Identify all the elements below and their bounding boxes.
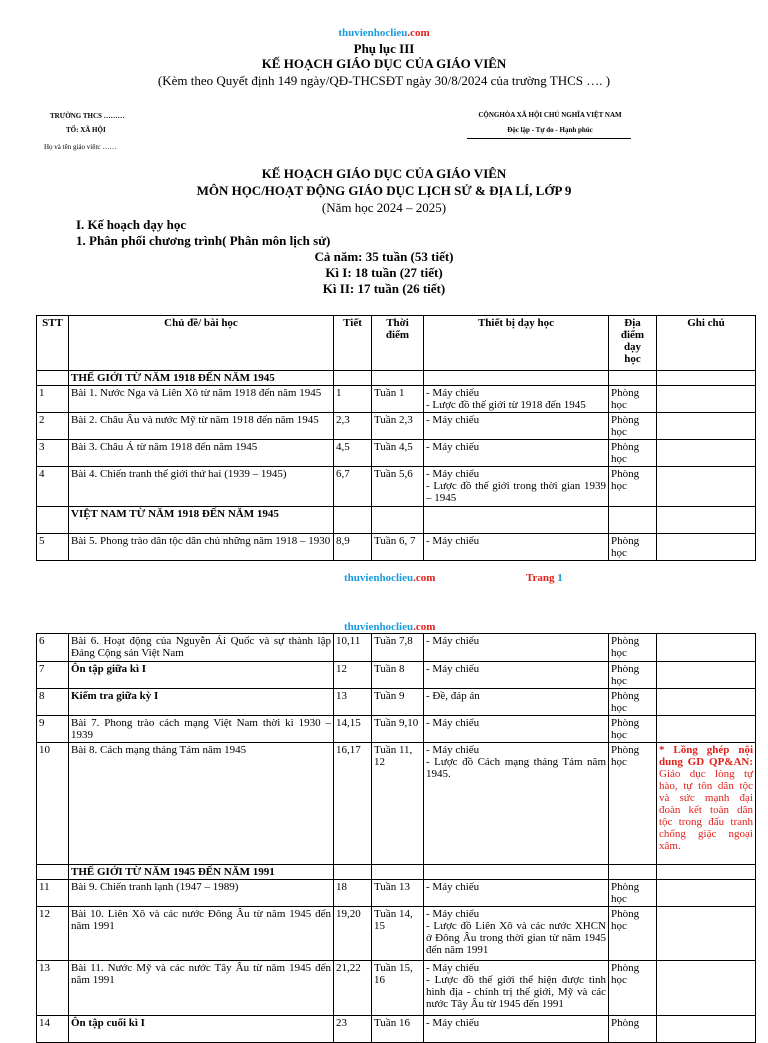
table-row <box>37 716 756 743</box>
note-cell <box>657 413 756 440</box>
section-row <box>37 865 756 880</box>
lesson-cell: Bài 4. Chiến tranh thế giới thứ hai (1939 – 1945) <box>69 467 334 507</box>
note-text: Giáo dục lòng tự hào, tự tôn dân tộc và sức mạnh đại đoàn kết toàn dân tộc trong đấu tranh chống giặc ngoại xâm. <box>659 768 753 852</box>
stt-cell: 7 <box>37 662 69 689</box>
place-cell: Phòng học <box>609 743 657 865</box>
lesson-cell: Bài 1. Nước Nga và Liên Xô từ năm 1918 đến năm 1945 <box>69 386 334 413</box>
lesson-cell: Bài 7. Phong trào cách mạng Việt Nam thời kì 1930 – 1939 <box>69 716 334 743</box>
table-row <box>37 534 756 561</box>
lesson-cell: Bài 10. Liên Xô và các nước Đông Âu từ năm 1945 đến năm 1991 <box>69 907 334 961</box>
stt-cell: 3 <box>37 440 69 467</box>
stt-cell: 14 <box>37 1016 69 1043</box>
equipment-cell: - Máy chiếu <box>424 534 609 561</box>
section-cell <box>372 865 424 880</box>
equipment-cell: - Máy chiếu - Lược đồ thế giới trong thời gian 1939 – 1945 <box>424 467 609 507</box>
place-cell: Phòng <box>609 1016 657 1043</box>
place-cell: Phòng học <box>609 634 657 662</box>
period-cell: 19,20 <box>334 907 372 961</box>
place-cell: Phòng học <box>609 961 657 1016</box>
school-name: TRƯỜNG THCS ……… <box>50 112 125 120</box>
place-cell: Phòng học <box>609 689 657 716</box>
republic-name: CỘNGHÒA XÃ HỘI CHỦ NGHĨA VIỆT NAM <box>478 111 622 119</box>
section-cell <box>657 865 756 880</box>
period-cell: 2,3 <box>334 413 372 440</box>
section-title: THẾ GIỚI TỪ NĂM 1945 ĐẾN NĂM 1991 <box>69 865 334 880</box>
stt-cell: 6 <box>37 634 69 662</box>
time-cell: Tuần 6, 7 <box>372 534 424 561</box>
note-cell <box>657 440 756 467</box>
time-cell: Tuần 15, 16 <box>372 961 424 1016</box>
page-label: Trang <box>526 572 555 584</box>
header-stt: STT <box>37 316 69 371</box>
period-cell: 14,15 <box>334 716 372 743</box>
time-cell: Tuần 13 <box>372 880 424 907</box>
note-cell <box>657 467 756 507</box>
table-row <box>37 689 756 716</box>
table-row <box>37 467 756 507</box>
place-cell: Phòng học <box>609 716 657 743</box>
header-equipment: Thiết bị dạy học <box>424 316 609 371</box>
equipment-cell: - Máy chiếu <box>424 880 609 907</box>
stt-cell: 13 <box>37 961 69 1016</box>
document-title: KẾ HOẠCH GIÁO DỤC CỦA GIÁO VIÊN <box>261 56 507 71</box>
header-lesson: Chủ đề/ bài học <box>69 316 334 371</box>
period-cell: 16,17 <box>334 743 372 865</box>
site-watermark <box>0 27 768 39</box>
site-name: thuvienhoclieu <box>344 572 414 584</box>
time-cell: Tuần 1 <box>372 386 424 413</box>
subsection-heading: 1. Phân phối chương trình( Phân môn lịch sử) <box>76 233 331 248</box>
lesson-cell: Kiểm tra giữa kỳ I <box>69 689 334 716</box>
lesson-cell: Ôn tập giữa kì I <box>69 662 334 689</box>
stt-cell: 2 <box>37 413 69 440</box>
site-name: thuvienhoclieu <box>338 27 408 39</box>
national-motto: Độc lập - Tự do - Hạnh phúc <box>507 126 593 134</box>
time-cell: Tuần 7,8 <box>372 634 424 662</box>
section-cell <box>424 865 609 880</box>
lesson-cell: Bài 3. Châu Á từ năm 1918 đến năm 1945 <box>69 440 334 467</box>
section-title: THẾ GIỚI TỪ NĂM 1918 ĐẾN NĂM 1945 <box>69 371 334 386</box>
section-cell <box>424 371 609 386</box>
section-cell <box>334 865 372 880</box>
section-cell <box>372 507 424 534</box>
term2-weeks: Kì II: 17 tuần (26 tiết) <box>322 281 446 296</box>
equipment-cell: - Máy chiếu - Lược đồ thế giới từ 1918 đến 1945 <box>424 386 609 413</box>
decision-note: (Kèm theo Quyết định 149 ngày/QĐ-THCSĐT ngày 30/8/2024 của trường THCS …. ) <box>157 73 611 88</box>
period-cell: 18 <box>334 880 372 907</box>
term1-weeks: Kì I: 18 tuần (27 tiết) <box>325 265 443 280</box>
table-row <box>37 743 756 865</box>
note-cell <box>657 907 756 961</box>
footer-site <box>344 572 435 584</box>
header-time-line: điểm <box>385 329 410 341</box>
equipment-cell: - Máy chiếu - Lược đồ thế giới thể hiện được tình hình địa - chính trị thế giới, Mỹ và các nước Tây Âu từ 1945 đến 1991 <box>424 961 609 1016</box>
table-row <box>37 961 756 1016</box>
section-cell <box>609 371 657 386</box>
period-cell: 12 <box>334 662 372 689</box>
time-cell: Tuần 5,6 <box>372 467 424 507</box>
stt-cell: 5 <box>37 534 69 561</box>
place-cell: Phòng học <box>609 534 657 561</box>
plan-subject: MÔN HỌC/HOẠT ĐỘNG GIÁO DỤC LỊCH SỬ & ĐỊA LÍ, LỚP 9 <box>196 183 572 198</box>
note-cell <box>657 386 756 413</box>
school-year: (Năm học 2024 – 2025) <box>321 200 447 215</box>
place-cell: Phòng học <box>609 662 657 689</box>
site-domain: .com <box>407 27 430 39</box>
equipment-cell: - Đề, đáp án <box>424 689 609 716</box>
note-cell <box>657 961 756 1016</box>
page-number-value: 1 <box>557 572 563 584</box>
table-row <box>37 440 756 467</box>
lesson-cell: Bài 8. Cách mạng tháng Tám năm 1945 <box>69 743 334 865</box>
table-header-row <box>37 316 756 371</box>
note-cell <box>657 880 756 907</box>
section-row <box>37 507 756 534</box>
place-cell: Phòng học <box>609 386 657 413</box>
place-cell: Phòng học <box>609 907 657 961</box>
time-cell: Tuần 4,5 <box>372 440 424 467</box>
equipment-cell: - Máy chiếu - Lược đồ Cách mạng tháng Tám năm 1945. <box>424 743 609 865</box>
note-emphasis: * Lồng ghép nội dung GD QP&AN: <box>659 744 753 768</box>
section-cell <box>609 507 657 534</box>
appendix-label: Phụ lục III <box>353 41 415 56</box>
motto-underline <box>467 138 631 139</box>
period-cell: 1 <box>334 386 372 413</box>
note-cell <box>657 534 756 561</box>
place-cell: Phòng học <box>609 880 657 907</box>
note-cell <box>657 1016 756 1043</box>
teacher-name: Họ và tên giáo viên: …… <box>44 143 117 151</box>
stt-cell: 1 <box>37 386 69 413</box>
place-cell: Phòng học <box>609 467 657 507</box>
page-number <box>526 572 563 584</box>
time-cell: Tuần 14, 15 <box>372 907 424 961</box>
note-cell <box>657 716 756 743</box>
section-heading: I. Kế hoạch dạy học <box>76 217 187 232</box>
section-cell <box>609 865 657 880</box>
curriculum-table-continued <box>36 633 756 1043</box>
period-cell: 13 <box>334 689 372 716</box>
equipment-cell: - Máy chiếu <box>424 662 609 689</box>
header-note: Ghi chú <box>657 316 756 371</box>
period-cell: 23 <box>334 1016 372 1043</box>
lesson-cell: Ôn tập cuối kì I <box>69 1016 334 1043</box>
time-cell: Tuần 8 <box>372 662 424 689</box>
note-cell <box>657 743 756 865</box>
total-weeks: Cả năm: 35 tuần (53 tiết) <box>314 249 454 264</box>
table-row <box>37 1016 756 1043</box>
section-cell <box>334 371 372 386</box>
stt-cell: 8 <box>37 689 69 716</box>
stt-cell: 9 <box>37 716 69 743</box>
table-row <box>37 413 756 440</box>
header-place-line: dạy <box>623 341 642 353</box>
section-cell <box>372 371 424 386</box>
table-row <box>37 634 756 662</box>
table-row <box>37 907 756 961</box>
period-cell: 4,5 <box>334 440 372 467</box>
group-name: TỔ: XÃ HỘI <box>66 126 106 134</box>
stt-cell: 10 <box>37 743 69 865</box>
table-row <box>37 386 756 413</box>
header-time-line: Thời <box>386 317 409 329</box>
section-row <box>37 371 756 386</box>
page2-site <box>344 621 435 633</box>
plan-title: KẾ HOẠCH GIÁO DỤC CỦA GIÁO VIÊN <box>261 166 507 181</box>
header-place-line: Địa <box>624 317 641 329</box>
section-title: VIỆT NAM TỪ NĂM 1918 ĐẾN NĂM 1945 <box>69 507 334 534</box>
note-cell <box>657 634 756 662</box>
lesson-cell: Bài 2. Châu Âu và nước Mỹ từ năm 1918 đến năm 1945 <box>69 413 334 440</box>
equipment-cell: - Máy chiếu <box>424 634 609 662</box>
equipment-cell: - Máy chiếu - Lược đồ Liên Xô và các nước XHCN ở Đông Âu trong thời gian từ năm 1945 đến năm 1991 <box>424 907 609 961</box>
note-cell <box>657 662 756 689</box>
lesson-cell: Bài 11. Nước Mỹ và các nước Tây Âu từ năm 1945 đến năm 1991 <box>69 961 334 1016</box>
period-cell: 8,9 <box>334 534 372 561</box>
site-domain: .com <box>413 572 436 584</box>
header-time <box>372 316 424 371</box>
section-cell <box>657 371 756 386</box>
header-place <box>609 316 657 371</box>
section-cell <box>424 507 609 534</box>
lesson-cell: Bài 9. Chiến tranh lạnh (1947 – 1989) <box>69 880 334 907</box>
equipment-cell: - Máy chiếu <box>424 440 609 467</box>
header-period: Tiết <box>334 316 372 371</box>
section-cell <box>37 865 69 880</box>
equipment-cell: - Máy chiếu <box>424 1016 609 1043</box>
lesson-cell: Bài 5. Phong trào dân tộc dân chủ những năm 1918 – 1930 <box>69 534 334 561</box>
time-cell: Tuần 9,10 <box>372 716 424 743</box>
period-cell: 6,7 <box>334 467 372 507</box>
place-cell: Phòng học <box>609 413 657 440</box>
equipment-cell: - Máy chiếu <box>424 716 609 743</box>
section-cell <box>334 507 372 534</box>
curriculum-table <box>36 315 756 561</box>
header-place-line: học <box>624 353 641 365</box>
table-row <box>37 662 756 689</box>
period-cell: 10,11 <box>334 634 372 662</box>
time-cell: Tuần 9 <box>372 689 424 716</box>
section-cell <box>37 507 69 534</box>
place-cell: Phòng học <box>609 440 657 467</box>
site-domain: .com <box>413 621 436 633</box>
equipment-cell: - Máy chiếu <box>424 413 609 440</box>
section-cell <box>37 371 69 386</box>
site-name: thuvienhoclieu <box>344 621 414 633</box>
section-cell <box>657 507 756 534</box>
stt-cell: 4 <box>37 467 69 507</box>
period-cell: 21,22 <box>334 961 372 1016</box>
note-cell <box>657 689 756 716</box>
stt-cell: 11 <box>37 880 69 907</box>
table-row <box>37 880 756 907</box>
lesson-cell: Bài 6. Hoạt động của Nguyễn Ái Quốc và sự thành lập Đảng Cộng sản Việt Nam <box>69 634 334 662</box>
header-place-line: điểm <box>620 329 645 341</box>
stt-cell: 12 <box>37 907 69 961</box>
time-cell: Tuần 11, 12 <box>372 743 424 865</box>
time-cell: Tuần 2,3 <box>372 413 424 440</box>
time-cell: Tuần 16 <box>372 1016 424 1043</box>
